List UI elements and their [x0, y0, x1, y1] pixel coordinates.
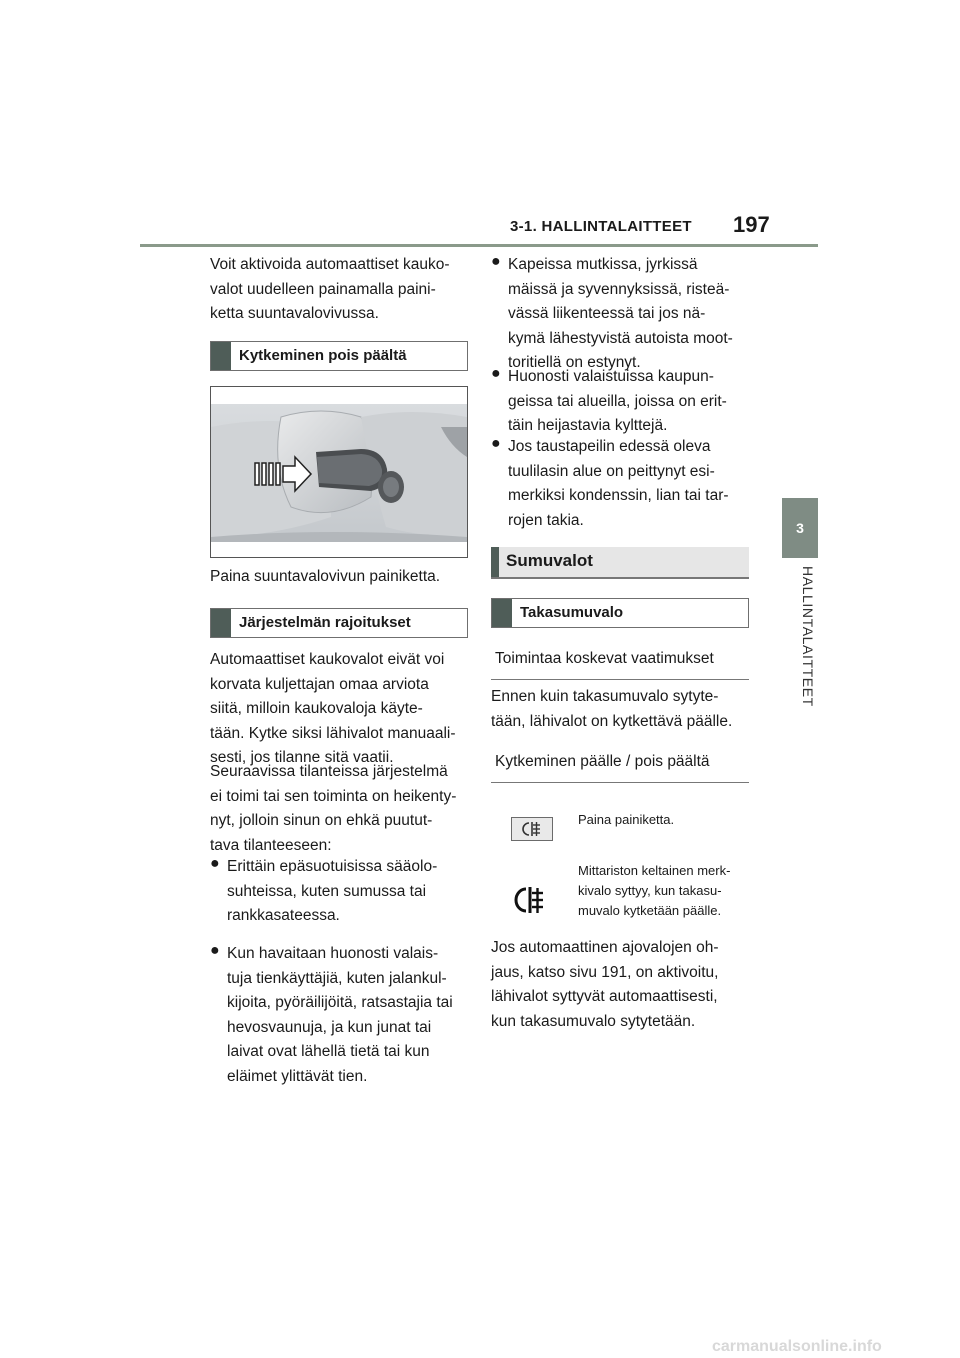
text-line: rankkasateessa. — [227, 907, 340, 924]
rear-fog-light-icon — [512, 818, 552, 840]
text-line: kun takasumuvalo sytytetään. — [491, 1012, 696, 1030]
subheading-text: Toimintaa koskevat vaatimukset — [495, 650, 714, 667]
text-line: kivalo syttyy, kun takasu- — [578, 883, 722, 898]
text-line: eläimet ylittävät tien. — [227, 1067, 368, 1085]
instruction-press: Paina painiketta. — [578, 812, 675, 827]
text-line: Jos automaattinen ajovalojen oh- — [491, 939, 719, 956]
text-line: lähivalot syttyvät automaattisesti, — [491, 988, 718, 1005]
rear-fog-button — [511, 817, 553, 841]
text-line: vässä liikenteessä tai jos nä- — [508, 305, 706, 322]
text-line: Seuraavissa tilanteissa järjestelmä — [210, 763, 448, 780]
watermark: carmanualsonline.info — [712, 1338, 882, 1355]
box-title: Kytkeminen pois päältä — [239, 347, 407, 364]
bullet-dot-icon: ● — [491, 435, 501, 452]
section-box-limitations — [210, 608, 468, 638]
text-line: toritiellä on estynyt. — [508, 354, 641, 371]
text-line: mäissä ja syvennyksissä, risteä- — [508, 280, 730, 298]
text-line: muvalo kytketään päälle. — [578, 903, 722, 918]
bullet-text — [508, 435, 748, 533]
text-line: merkiksi kondenssin, lian tai tar- — [508, 487, 729, 504]
section-header-fog-lights — [491, 547, 749, 579]
chapter-label: HALLINTALAITTEET — [800, 566, 816, 707]
page-number: 197 — [733, 212, 770, 237]
text-line: tuja tienkäyttäjiä, kuten jalankul- — [227, 969, 447, 987]
bullet-text — [508, 253, 748, 376]
paragraph-limitations — [210, 648, 478, 771]
section-title: 3-1. HALLINTALAITTEET — [510, 218, 692, 235]
text-line: geissa tai alueilla, joissa on erit- — [508, 392, 727, 410]
text-line: Huonosti valaistuissa kaupun- — [508, 368, 714, 385]
bullet-dot-icon: ● — [210, 855, 220, 872]
subheading-requirements — [491, 644, 749, 680]
paragraph-situations — [210, 760, 478, 858]
text-line: korvata kuljettajan omaa arviota — [210, 675, 429, 693]
rear-fog-indicator — [512, 884, 552, 916]
section-box-rear-fog — [491, 598, 749, 628]
section-header-title: Sumuvalot — [506, 551, 593, 570]
text-line: valot uudelleen painamalla paini- — [210, 280, 436, 298]
paragraph-requirements — [491, 685, 761, 734]
bullet-dot-icon: ● — [210, 942, 220, 959]
text-line: laivat ovat lähellä tietä tai kun — [227, 1043, 430, 1060]
bullet-text — [508, 365, 748, 439]
lever-illustration — [210, 386, 468, 558]
text-line: rojen takia. — [508, 511, 584, 529]
box-bar — [211, 342, 231, 370]
text-line: Automaattiset kaukovalot eivät voi — [210, 651, 445, 668]
text-line: ketta suuntavalovivussa. — [210, 305, 379, 322]
text-line: Jos taustapeilin edessä oleva — [508, 438, 711, 455]
subheading-switching — [491, 747, 749, 783]
indicator-description — [578, 861, 758, 921]
image-caption: Paina suuntavalovivun painiketta. — [210, 568, 441, 585]
text-line: nyt, jolloin sinun on ehkä puutut- — [210, 812, 433, 829]
text-line: siitä, milloin kaukovaloja käyte- — [210, 700, 423, 717]
box-bar — [492, 599, 512, 627]
turn-signal-lever-image — [211, 387, 467, 557]
section-box-switch-off — [210, 341, 468, 371]
text-line: tuulilasin alue on peittynyt esi- — [508, 462, 715, 480]
text-line: kijoita, pyöräilijöitä, ratsastajia tai — [227, 994, 453, 1011]
text-line: hevosvaunuja, ja kun junat tai — [227, 1018, 432, 1036]
box-title: Takasumuvalo — [520, 604, 624, 621]
text-line: Mittariston keltainen merk- — [578, 863, 731, 878]
chapter-tab: 3 — [782, 498, 818, 558]
bullet-text — [227, 855, 467, 929]
box-bar — [491, 547, 499, 577]
text-line: ei toimi tai sen toiminta on heikenty- — [210, 787, 457, 805]
text-line: jaus, katso sivu 191, on aktivoitu, — [491, 963, 719, 981]
text-line: Kapeissa mutkissa, jyrkissä — [508, 256, 698, 273]
text-line: täin heijastavia kylttejä. — [508, 417, 668, 434]
text-line: tava tilanteeseen: — [210, 836, 332, 854]
text-line: tään. Kytke siksi lähivalot manuaali- — [210, 724, 456, 742]
text-line: Erittäin epäsuotuisissa sääolo- — [227, 858, 438, 875]
box-bar — [211, 609, 231, 637]
text-line: Kun havaitaan huonosti valais- — [227, 945, 439, 962]
intro-paragraph — [210, 253, 472, 327]
text-line: tään, lähivalot on kytkettävä päälle. — [491, 712, 733, 730]
bullet-text — [227, 942, 467, 1089]
bullet-dot-icon: ● — [491, 253, 501, 270]
text-line: kymä lähestyvistä autoista moot- — [508, 329, 733, 347]
box-title: Järjestelmän rajoitukset — [239, 614, 411, 631]
subheading-text: Kytkeminen päälle / pois päältä — [495, 753, 710, 770]
bullet-dot-icon: ● — [491, 365, 501, 382]
text-line: suhteissa, kuten sumussa tai — [227, 882, 427, 900]
rear-fog-indicator-icon — [512, 884, 552, 916]
header-rule — [140, 244, 818, 247]
text-line: sesti, jos tilanne sitä vaatii. — [210, 749, 394, 766]
text-line: Voit aktivoida automaattiset kauko- — [210, 256, 450, 273]
paragraph-automatic — [491, 936, 761, 1034]
text-line: Ennen kuin takasumuvalo sytyte- — [491, 688, 719, 705]
